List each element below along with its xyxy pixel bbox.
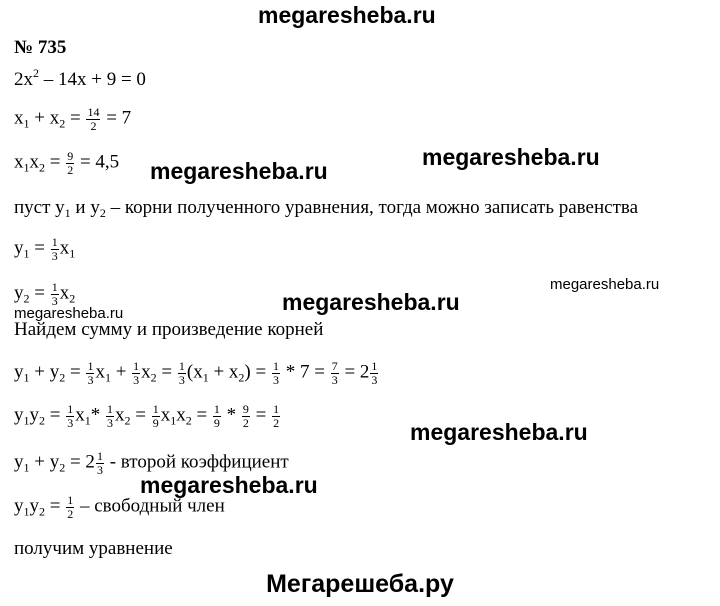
second-coef-line: $y_1 + y_2 = 2$ $\frac{1}{3}$ - второй коэффициент xyxy=(14,449,289,477)
watermark: megaresheba.ru xyxy=(550,276,660,293)
y-sum-line: $y_1 + y_2$ = $\frac{1}{3}$ $x_1$ + $\frac{1}{3}$ $x_2$ = $\frac{1}{3}$ $(x_1 + x_2)$ = $\frac{1}{3}$ * 7 = $\frac{7}{3}$ = 2 $\frac{1}{3}$ xyxy=(14,359,378,387)
result-line: получим уравнение xyxy=(14,538,173,559)
watermark: megaresheba.ru xyxy=(410,419,588,445)
y2-def-line: $y_2$ = $\frac{1}{3}$ $x_2$ xyxy=(14,280,76,308)
y-product-line: $y_1y_2$ = $\frac{1}{3}$ $x_1*$ $\frac{1}{3}$ $x_2$ = $\frac{1}{9}$ $x_1x_2$ = $\frac{1}{9}$ * $\frac{9}{2}$ = $\frac{1}{2}$ xyxy=(14,402,280,430)
problem-number: № 735 xyxy=(14,37,67,58)
let-line: пуст $y_1$ и $y_2$ – корни полученного уравнения, тогда можно записать равенства xyxy=(14,197,639,220)
footer-brand: Мегарешеба.ру xyxy=(266,570,454,598)
equation-line: $2x^2 - 14x + 9 = 0$ xyxy=(14,66,146,90)
watermark: megaresheba.ru xyxy=(422,144,600,170)
vieta-sum-line: $x_1 + x_2$ = $\frac{14}{2}$ = 7 xyxy=(14,105,132,133)
watermark: megaresheba.ru xyxy=(14,305,124,322)
find-line: Найдем сумму и произведение корней xyxy=(14,319,324,340)
y1-def-line: $y_1$ = $\frac{1}{3}$ $x_1$ xyxy=(14,235,76,263)
watermark: megaresheba.ru xyxy=(140,472,318,498)
watermark: megaresheba.ru xyxy=(282,289,460,315)
vieta-product-line: $x_1x_2$ = $\frac{9}{2}$ = 4,5 xyxy=(14,149,120,177)
watermark: megaresheba.ru xyxy=(150,158,328,184)
free-term-line: $y_1y_2$ = $\frac{1}{2}$ – свободный член xyxy=(14,493,225,521)
watermark-top: megaresheba.ru xyxy=(258,2,436,28)
